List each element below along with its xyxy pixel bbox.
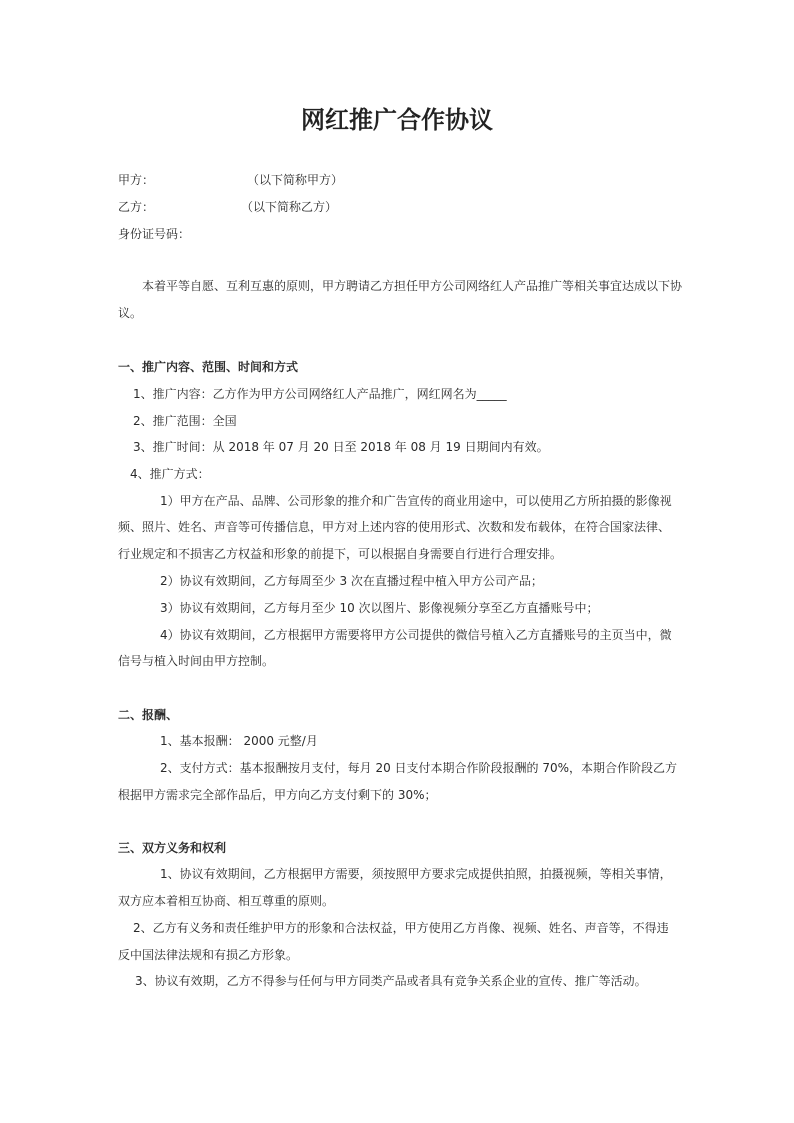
section2-item1: 1、基本报酬： 2000 元整/月 bbox=[160, 734, 318, 748]
section1-sub4-line1: 4）协议有效期间，乙方根据甲方需要将甲方公司提供的微信号植入乙方直播账号的主页当中，微 bbox=[160, 628, 672, 642]
section1-item4: 4、推广方式： bbox=[130, 467, 210, 481]
section1-sub4-line2: 信号与植入时间由甲方控制。 bbox=[118, 654, 275, 668]
section1-item3: 3、推广时间：从 2018 年 07 月 20 日至 2018 年 08 月 19 日期间内有效。 bbox=[133, 440, 549, 454]
party-a-note: （以下简称甲方） bbox=[247, 173, 344, 187]
party-a-label: 甲方： bbox=[118, 173, 155, 187]
section1-sub1-line1: 1）甲方在产品、品牌、公司形象的推介和广告宣传的商业用途中，可以使用乙方所拍摄的影像视 bbox=[160, 494, 672, 508]
section1-item1: 1、推广内容：乙方作为甲方公司网络红人产品推广，网红网名为_____ bbox=[133, 387, 507, 401]
party-b-note: （以下简称乙方） bbox=[241, 200, 338, 214]
party-b-label: 乙方： bbox=[118, 200, 155, 214]
section3-item2-line1: 2、乙方有义务和责任维护甲方的形象和合法权益，甲方使用乙方肖像、视频、姓名、声音等，不得违 bbox=[133, 921, 669, 935]
section2-item2-line2: 根据甲方需求完全部作品后，甲方向乙方支付剩下的 30%； bbox=[118, 788, 437, 802]
section1-sub3: 3）协议有效期间，乙方每月至少 10 次以图片、影像视频分享至乙方直播账号中； bbox=[160, 601, 599, 615]
section1-item2: 2、推广范围：全国 bbox=[133, 414, 237, 428]
section3-item1-line1: 1、协议有效期间，乙方根据甲方需要，须按照甲方要求完成提供拍照，拍摄视频，等相关事情， bbox=[160, 867, 672, 881]
section3-item1-line2: 双方应本着相互协商、相互尊重的原则。 bbox=[118, 894, 335, 908]
section3-item2-line2: 反中国法律法规和有损乙方形象。 bbox=[118, 948, 299, 962]
intro-paragraph-line2: 议。 bbox=[118, 306, 143, 320]
section1-heading: 一、推广内容、范围、时间和方式 bbox=[118, 360, 299, 374]
id-number-label: 身份证号码： bbox=[118, 227, 191, 241]
document-title: 网红推广合作协议 bbox=[301, 106, 493, 134]
section1-sub1-line3: 行业规定和不损害乙方权益和形象的前提下，可以根据自身需要自行进行合理安排。 bbox=[118, 547, 563, 561]
section3-item3: 3、协议有效期，乙方不得参与任何与甲方同类产品或者具有竞争关系企业的宣传、推广等活动。 bbox=[135, 974, 647, 988]
section2-heading: 二、报酬、 bbox=[118, 708, 179, 722]
section3-heading: 三、双方义务和权利 bbox=[118, 841, 227, 855]
section2-item2-line1: 2、支付方式：基本报酬按月支付，每月 20 日支付本期合作阶段报酬的 70%，本期合作阶段乙方 bbox=[160, 761, 678, 775]
section1-sub2: 2）协议有效期间，乙方每周至少 3 次在直播过程中植入甲方公司产品； bbox=[160, 574, 543, 588]
section1-sub1-line2: 频、照片、姓名、声音等可传播信息，甲方对上述内容的使用形式、次数和发布载体，在符合国家法律、 bbox=[118, 520, 671, 534]
intro-paragraph-line1: 本着平等自愿、互利互惠的原则，甲方聘请乙方担任甲方公司网络红人产品推广等相关事宜达成以下协 bbox=[142, 279, 683, 293]
